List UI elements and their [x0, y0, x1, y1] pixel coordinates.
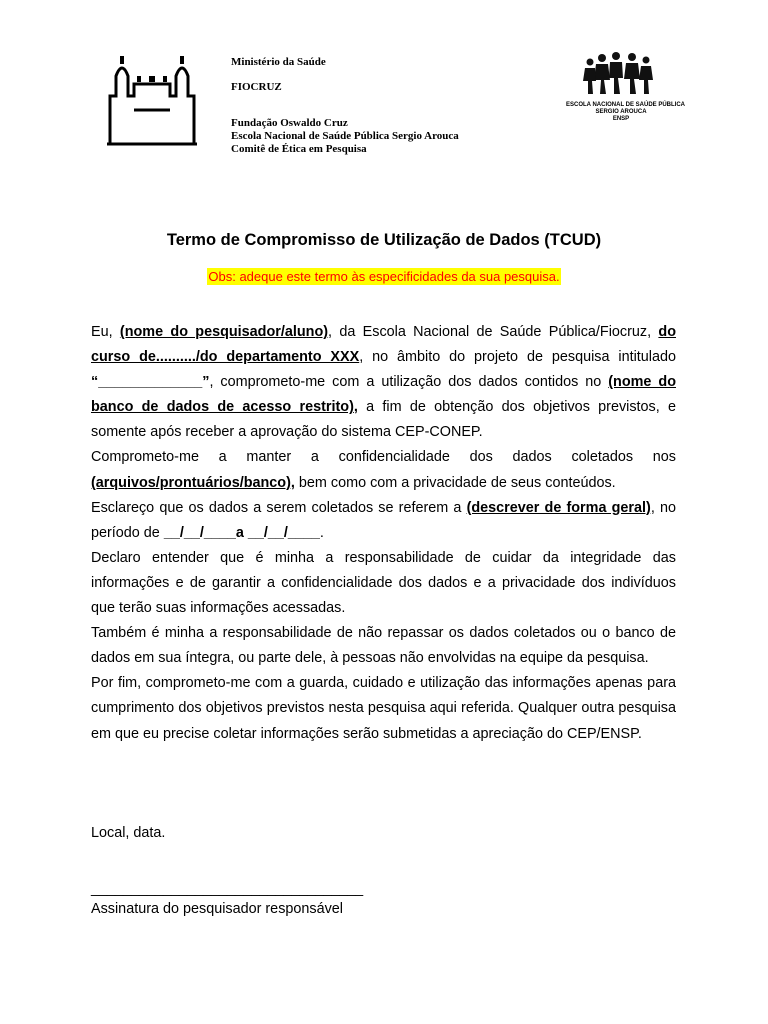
text: , no período de	[91, 499, 676, 541]
paragraph-confidentiality	[91, 445, 676, 495]
data-description-placeholder: (descrever de forma geral)	[466, 499, 651, 516]
text: a fim de obtenção dos objetivos previstos, e somente após receber a aprovação do sistema CEP-CONEP.	[91, 399, 677, 441]
paragraph-commitment	[91, 320, 676, 445]
ensp-caption-line1: ESCOLA NACIONAL DE SAÚDE PÚBLICA	[566, 102, 686, 108]
ensp-caption-line2: SERGIO AROUCA	[595, 109, 647, 115]
local-date: Local, data.	[91, 825, 166, 841]
course-department-placeholder: do curso de........../do departamento XXX	[91, 324, 676, 366]
text: Esclareço que os dados a serem coletados se referem a	[91, 499, 467, 516]
comma: ,	[290, 474, 295, 491]
researcher-name-placeholder: (nome do pesquisador/aluno)	[119, 324, 329, 340]
document-body	[91, 320, 676, 747]
text: Comprometo-me a manter a confidencialidade dos dados coletados nos	[91, 449, 676, 466]
ensp-caption-line3: ENSP	[612, 116, 630, 122]
fiocruz-castle-logo	[104, 54, 200, 146]
institution-header	[231, 56, 459, 156]
ensp-logo	[566, 50, 686, 136]
project-title-placeholder: “_____________”	[91, 374, 210, 391]
foundation-line: Fundação Oswaldo Cruz	[231, 117, 348, 129]
fiocruz-line: FIOCRUZ	[231, 81, 282, 93]
ministry-line: Ministério da Saúde	[231, 56, 326, 68]
observation-text: Obs: adeque este termo às especificidades da sua pesquisa.	[208, 269, 560, 284]
comma: ,	[353, 399, 358, 416]
database-name-placeholder: (nome do banco de dados de acesso restrito)	[91, 374, 676, 416]
paragraph-integrity: Declaro entender que é minha a responsabilidade de cuidar da integridade das informações e de garantir a confidencialidade dos dados e a privacidade dos indivíduos que terão suas informações acessadas.	[91, 549, 676, 617]
paragraph-data-description	[91, 496, 676, 546]
text: , da Escola Nacional de Saúde Pública/Fiocruz,	[328, 324, 659, 340]
school-line: Escola Nacional de Saúde Pública Sergio Arouca	[231, 130, 459, 142]
text: Eu,	[91, 324, 120, 340]
signature-line: __________________________________	[91, 881, 364, 897]
paragraph-no-sharing: Também é minha a responsabilidade de não repassar os dados coletados ou o banco de dados em sua íntegra, ou parte dele, à pessoas não envolvidas na equipe da pesquisa.	[91, 625, 676, 667]
text: , no âmbito do projeto de pesquisa intitulado	[359, 349, 676, 366]
text: , comprometo-me com a utilização dos dados contidos no	[209, 374, 609, 391]
committee-line: Comitê de Ética em Pesquisa	[231, 143, 367, 155]
observation-note	[0, 269, 768, 284]
records-placeholder: (arquivos/prontuários/banco)	[91, 474, 291, 491]
ensp-logo-caption	[566, 102, 686, 123]
text: .	[319, 524, 324, 541]
paragraph-final: Por fim, comprometo-me com a guarda, cuidado e utilização das informações apenas para cumprimento dos objetivos previstos nesta pesquisa aqui referida. Qualquer outra pesquisa em que eu precise coletar informações serão submetidas a apreciação do CEP/ENSP.	[91, 675, 676, 742]
document-title: Termo de Compromisso de Utilização de Dados (TCUD)	[166, 231, 602, 249]
period-placeholder: __/__/____a __/__/____	[163, 524, 320, 541]
signature-label: Assinatura do pesquisador responsável	[91, 901, 343, 917]
text: bem como com a privacidade de seus conteúdos.	[294, 474, 616, 491]
